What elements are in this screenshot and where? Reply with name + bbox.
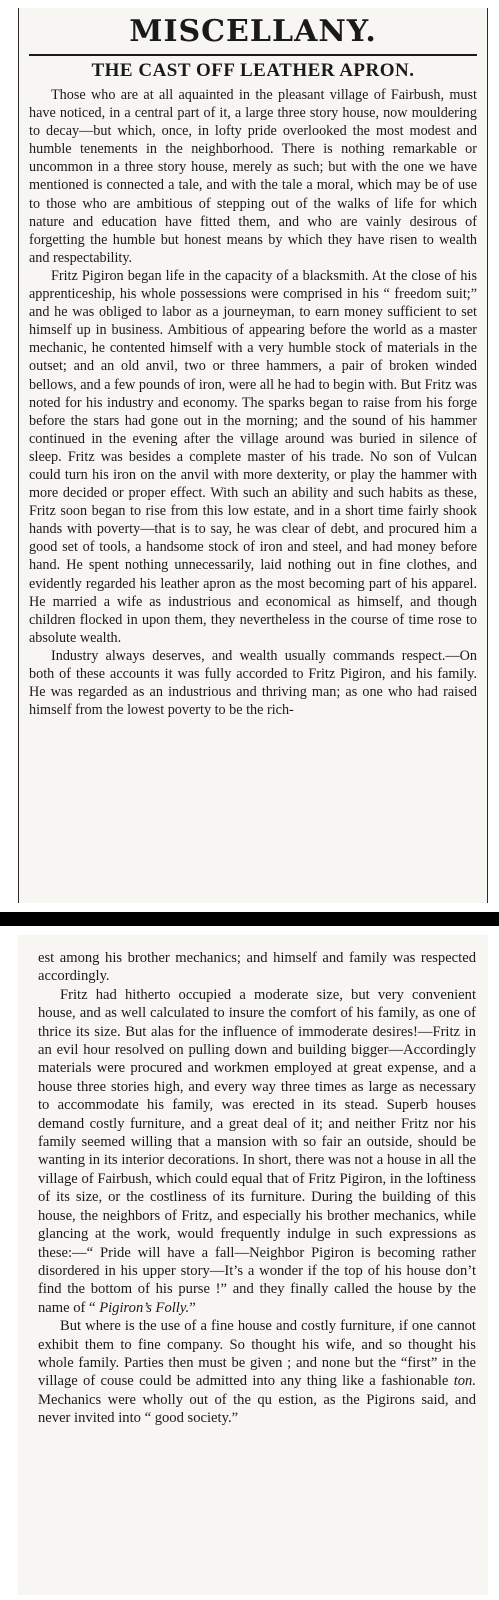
- paragraph-new-house: [38, 986, 476, 1317]
- paragraph-fritz-beginnings: Fritz Pigiron began life in the capacity of a blacksmith. At the close of his apprenticeship, his whole possessions were comprised in his “ freedom suit;” and he was obliged to labor as a journeyman, to earn money sufficient to set himself up in business. Ambitious of appearing before the world as a master mechanic, he contented himself with a very humble stock of materials in the outset; and an old anvil, two or three hammers, a pair of broken winded bellows, and a few pounds of iron, were all he had to begin with. But Fritz was noted for his industry and economy. The sparks began to raise from his forge before the stars had gone out in the morning; and the sound of his hammer continued in the evening after the village around was buried in silence of sleep. Fritz was besides a complete master of his trade. No son of Vulcan could turn his iron on the anvil with more dexterity, or play the hammer with more decided or proper effect. With such an ability and such habits as these, Fritz soon began to rise from this low estate, and in a short time fairly shook hands with poverty—that is to say, he was clear of debt, and procured him a good set of tools, a handsome stock of iron and steel, and had money before hand. He spent nothing unnecessarily, laid nothing out in fine clothes, and evidently regarded his leather apron as the most becoming part of his apparel. He married a wife as industrious and economical as himself, and though children flocked in upon them, they nevertheless in the course of time rose to absolute wealth.: [29, 267, 477, 646]
- newspaper-clipping-top: [18, 8, 488, 903]
- paragraph-fine-company-end: Mechanics were wholly out of the qu estion, as the Pigirons said, and never invited into “ good society.”: [38, 1391, 476, 1427]
- paragraph-industry-respect: Industry always deserves, and wealth usually commands respect.—On both of these accounts it was fully accorded to Fritz Pigiron, and his family. He was regarded as an industrious and thriving man; as one who had raised himself from the lowest poverty to be the rich-: [29, 647, 477, 719]
- ton-word: ton.: [453, 1373, 476, 1390]
- heading-rule: [29, 54, 477, 56]
- article-title: THE CAST OFF LEATHER APRON.: [91, 60, 415, 81]
- paragraph-fine-company-text: But where is the use of a fine house and costly furniture, if one cannot exhibit them to fine company. So thought his wife, and so thought his whole family. Parties then must be given ; and none but the “first” in the village of couse could be admitted into any thing like a fashionable: [38, 1318, 476, 1390]
- paragraph-intro: Those who are at all aquainted in the pleasant village of Fairbush, must have noticed, in a central part of it, a large three story house, now mouldering to decay—but which, once, in lofty pride overlooked the most modest and humble tenements in the neighborhood. There is nothing remarkable or uncommon in a three story house, merely as such; but with the one we have mentioned is connected a tale, and with the tale a moral, which may be of use to those who are ambitious of stepping out of the walks of life for which nature and education have fitted them, and who are vainly desirous of forgetting the humble but honest means by which they have risen to wealth and respectability.: [29, 87, 477, 266]
- paragraph-new-house-text: Fritz had hitherto occupied a moderate size, but very convenient house, and as well calculated to insure the comfort of his family, as one of thrice its size. But alas for the influence of immoderate desires!—Fritz in an evil hour resolved on pulling down and building bigger—Accordingly materials were procured and workmen employed at great expense, and a house three stories high, and every way three times as large as necessary to accommodate his family, was erected in its stead. Superb houses demand costly furniture, and a great deal of it; and neither Fritz nor his family seemed willing that a mansion with so fair an outside, should be wanting in its interior decorations. In short, there was not a house in all the village of Fairbush, which could equal that of Fritz Pigiron, in the loftiness of its size, or the costliness of its furniture. During the building of this house, the neighbors of Fritz, and especially his brother mechanics, while glancing at the work, would frequently indulge in such expressions as these:—“ Pride will have a fall—Neighbor Pigiron is becoming rather disordered in his upper story—It’s a wonder if the top of his house don’t find the bottom of his purse !” and they finally called the house by the name of “: [38, 986, 476, 1316]
- paragraph-new-house-end: ”: [189, 1299, 196, 1316]
- clipping-separator: [0, 912, 499, 926]
- paragraph-continuation: est among his brother mechanics; and himself and family was respected accordingly.: [38, 950, 476, 985]
- newspaper-clipping-bottom: [18, 935, 488, 1595]
- paragraph-fine-company: [38, 1317, 476, 1427]
- section-heading: MISCELLANY.: [129, 14, 377, 49]
- house-nickname: Pigiron’s Folly.: [99, 1299, 190, 1316]
